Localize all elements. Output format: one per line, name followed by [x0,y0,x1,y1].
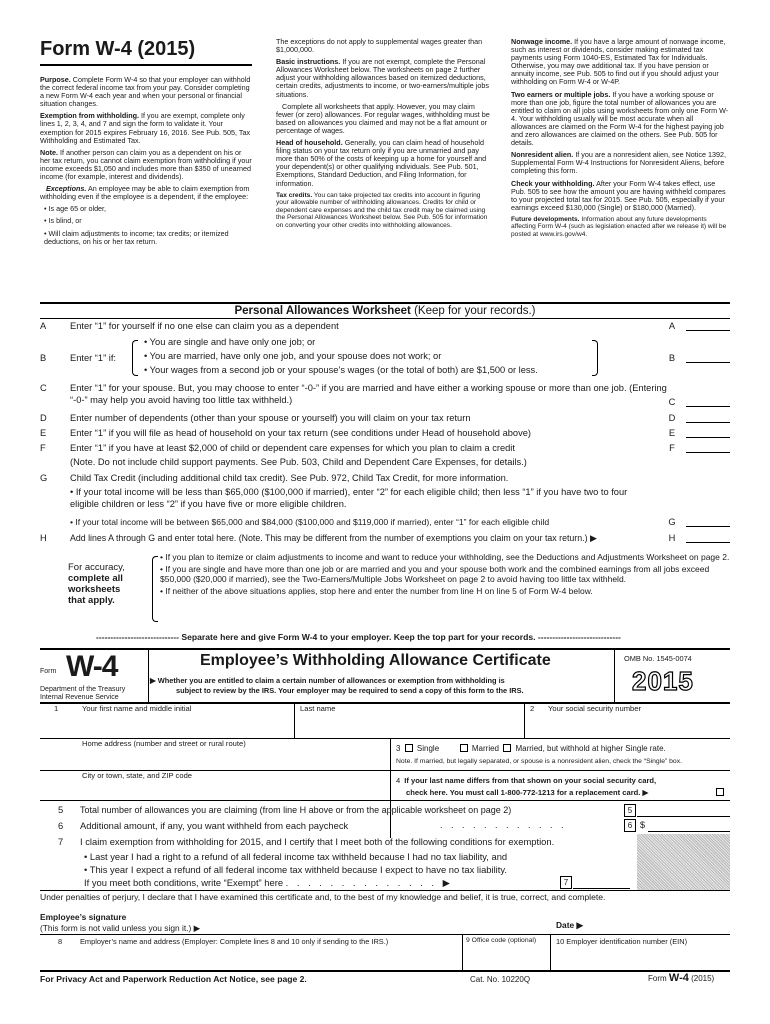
line-4-text-b: check here. You must call 1-800-772-1213 for a replacement card. ▶ [406,788,649,797]
name-differs-checkbox[interactable] [716,788,724,796]
line-letter: B [40,353,47,363]
form-number: W-4 [66,650,118,683]
ein-input[interactable] [556,946,728,968]
line-c-input[interactable] [686,396,730,407]
row8-divider-1 [462,934,463,970]
line-6-text: Additional amount, if any, you want withheld from each paycheck [80,820,349,831]
shaded-area [637,834,730,890]
exemption-heading: Exemption from withholding. [40,111,140,121]
credits-text: You can take projected tax credits into account in figuring your allowable number of withholding allowances. Credits for child or dependent care expenses and the child tax credit may be claimed using the Personal Allowances Worksheet below. See Pub. 505 for information on converting your other credits into withholding allowances. [276,191,488,229]
nonresident-text: If you are a nonresident alien, see Notice 1392, Supplemental Form W-4 Instructions for Nonresident Aliens, before completing this form. [511,150,726,176]
line-b-option-2: • You are married, have only one job, and your spouse does not work; or [144,351,442,361]
allowances-input[interactable] [637,804,730,817]
accuracy-line-3: worksheets [68,584,121,595]
line-7-bullet-1: • Last year I had a right to a refund of all federal income tax withheld because I had no tax liability, and [84,851,508,862]
row8-divider-2 [550,934,551,970]
line-letter: D [40,413,47,423]
line-7-bottom-rule [40,890,730,891]
hoh-heading: Head of household. [276,138,343,148]
exceptions-paragraph [40,185,252,201]
certificate-bottom-rule [40,970,730,972]
line-3-number: 3 [396,744,401,753]
city-label: City or town, state, and ZIP code [82,771,193,780]
line-d-input[interactable] [686,412,730,423]
date-label: Date ▶ [556,920,583,930]
first-name-input[interactable] [82,714,290,736]
line-7-condition [84,877,453,889]
line-b-input[interactable] [686,352,730,363]
line-4-number: 4 [396,776,401,785]
future-text: Information about any future developments affecting Form W-4 (such as legislation enacted after we release it) will be posted at www.irs.gov/w4. [511,215,727,239]
purpose-paragraph [40,76,252,108]
nonwage-text: If you have a large amount of nonwage income, such as interest or dividends, consider making estimated tax payments using Form 1040-ES, Estimated Tax for Individuals. Otherwise, you may owe additional tax. If you have pension or annuity income, see Pub. 505 to find out if you should adjust your withholding on Form W-4 or W-4P. [511,37,726,87]
omb-number: OMB No. 1545-0074 [624,654,692,663]
ssn-input[interactable] [530,714,726,736]
worksheet-line-b [40,336,730,380]
line-a-box-label: A [668,321,676,331]
line-c-text: Enter “1” for your spouse. But, you may choose to enter “-0-” if you are married and have either a working spouse or more than one job. (Entering “-0-” may help you avoid having too little tax withheld.) [70,383,667,405]
accuracy-line-2: complete all [68,573,123,584]
line-g-box-label: G [668,517,676,527]
line-f-input[interactable] [686,442,730,453]
two-earners-heading: Two earners or multiple jobs. [511,89,611,99]
line-b-box-label: B [668,353,676,363]
worksheet-line-e [40,427,730,441]
note-heading: Note. [40,147,58,157]
accuracy-line-4: that apply. [68,595,115,606]
worksheet-line-f [40,442,730,470]
line-7-exempt-prompt: If you meet both conditions, write “Exempt” here [84,877,284,888]
accuracy-line-1: For accuracy, [68,562,125,573]
accuracy-brace [152,556,158,622]
basic-heading: Basic instructions. [276,57,341,67]
certificate-subtitle-1: ▶ Whether you are entitled to claim a certain number of allowances or exemption from withholding is [150,676,505,685]
nonwage-heading: Nonwage income. [511,37,573,46]
header-divider-left [148,650,149,702]
exception-bullet-age: • Is age 65 or older, [44,204,107,214]
worksheet-title-note: (Keep for your records.) [410,305,536,317]
line-7-bullet-2: • This year I expect a refund of all federal income tax withheld because I expect to have no tax liability. [84,864,507,875]
line-7-number: 7 [58,836,64,847]
form-title: Form W-4 (2015) [40,38,252,66]
exemption-text: If you are exempt, complete only lines 1, 2, 3, 4, and 7 and sign the form to validate it. Your exemption for 2015 expires February 16, 2016. See Pub. 505, Tax Withholding and Estimated Tax. [40,111,251,145]
instructions-section [40,38,730,300]
certificate-top-rule [40,648,730,650]
nonwage-paragraph [511,38,730,87]
line-g-text: Child Tax Credit (including additional child tax credit). See Pub. 972, Child Tax Credit, for more information. [70,473,509,483]
irs-label: Internal Revenue Service [40,694,119,701]
line-7-leader: . . . . . . . . . . . . . . ▶ [285,877,453,888]
filing-status-note: Note. If married, but legally separated, or spouse is a nonresident alien, check the “Single” box. [396,758,683,765]
line-5-box-number: 5 [624,804,636,817]
line-6-dollar-sign: $ [640,820,646,830]
accuracy-bullet-itemize: • If you plan to itemize or claim adjustments to income and want to reduce your withholding, see the Deductions and Adjustments Worksheet on page 2. [160,552,730,562]
single-label: Single [416,744,440,753]
accuracy-instructions [160,552,730,598]
line-g-bullet-1: • If your total income will be less than $65,000 ($100,000 if married), enter “2” for each eligible child; then less “1” if you have two to four eligible children or less “2” if you have five or more eligible children. [70,487,628,509]
certificate-title: Employee’s Withholding Allowance Certificate [200,652,551,669]
line-letter: C [40,383,47,393]
exemption-paragraph [40,112,252,144]
city-input[interactable] [82,782,382,802]
married-checkbox[interactable] [460,744,468,752]
line-letter: E [40,428,47,438]
future-paragraph [511,216,730,239]
two-earners-text: If you have a working spouse or more than one job, figure the total number of allowances you are entitled to claim on all jobs using worksheets from only one Form W-4. Your withholding usually will be most accurate when all allowances are claimed on the Form W-4 for the highest paying job and zero allowances are claimed on the others. See Pub. 505 for details. [511,89,729,148]
check-withholding-text: After your Form W-4 takes effect, use Pub. 505 to see how the amount you are having withheld compares to your projected total tax for 2015. See Pub. 505, especially if your earnings exceed $130,000 (Single) or $180,000 (Married). [511,178,726,212]
office-code-label: 9 Office code (optional) [466,937,537,944]
row1-divider-1 [294,704,295,738]
check-withholding-heading: Check your withholding. [511,178,595,188]
line-b-lead: Enter “1” if: [70,353,116,363]
instructions-column-2 [276,38,490,234]
future-heading: Future developments. [511,215,580,223]
certificate-subtitle-2: subject to review by the IRS. Your employer may be required to send a copy of this form to the IRS. [176,686,524,695]
catalog-number: Cat. No. 10220Q [470,975,531,984]
line-h-input[interactable] [686,532,730,543]
first-name-label: Your first name and middle initial [82,704,192,713]
employer-name-label: Employer’s name and address (Employer: Complete lines 8 and 10 only if sending to the IRS.) [80,937,389,946]
two-earners-paragraph [511,91,730,148]
worksheet-line-g [40,472,730,530]
accuracy-bullet-neither: • If neither of the above situations applies, stop here and enter the number from line H on line 5 of Form W-4 below. [160,586,593,596]
line-5-text: Total number of allowances you are claiming (from line H above or from the applicable worksheet on page 2) [80,805,512,815]
employer-name-input[interactable] [80,946,458,968]
accuracy-note [68,562,148,606]
worksheet-line-a [40,320,730,334]
line-f-box-label: F [669,443,675,453]
basic-text: If you are not exempt, complete the Personal Allowances Worksheet below. The worksheets on page 2 further adjust your withholding allowances based on itemized deductions, certain credits, adjustments to income, or two-earners/multiple jobs situations. [276,57,489,99]
note-text: If another person can claim you as a dependent on his or her tax return, you cannot claim exemption from withholding if your income exceeds $1,050 and includes more than $350 of unearned income (for example, interest and dividends). [40,147,252,182]
exception-bullet-blind: • Is blind, or [44,216,82,226]
additional-amount-input[interactable] [648,819,730,832]
worksheet-line-h [40,532,730,546]
exceptions-heading: Exceptions. [46,184,87,194]
credits-heading: Tax credits. [276,191,313,199]
footer-form-number: W-4 [668,972,689,984]
line-4-condition: If your last name differs from that shown on your social security card, [404,776,657,785]
instructions-column-1 [40,38,252,250]
line-b-option-1: • You are single and have only one job; or [144,337,316,347]
line-letter: A [40,321,47,331]
instructions-column-3 [511,38,730,243]
line-7-text: I claim exemption from withholding for 2015, and I certify that I meet both of the following conditions for exemption. [80,836,555,847]
check-withholding-paragraph [511,180,730,212]
signature-label: Employee’s signature [40,912,127,922]
line-e-input[interactable] [686,427,730,438]
line-g-bullet-2: • If your total income will be between $65,000 and $84,000 ($100,000 and $119,000 if married), enter “1” for each eligible child [70,517,550,527]
line-d-box-label: D [668,413,676,423]
line-4-text-a [396,776,656,785]
married-label: Married [471,744,499,753]
line-6-box-number: 6 [624,819,636,832]
last-name-input[interactable] [300,714,520,736]
single-checkbox[interactable] [405,744,413,752]
line-letter: G [40,473,48,483]
line-5-number: 5 [58,804,64,815]
signature-note: (This form is not valid unless you sign it.) ▶ [40,923,201,933]
home-address-label: Home address (number and street or rural route) [82,739,246,748]
line-b-left-brace [132,340,138,376]
nonresident-paragraph [511,151,730,175]
footer-form-word: Form [648,974,667,983]
dept-treasury: Department of the Treasury [40,686,126,693]
footer-form-year: (2015) [691,974,715,983]
line-g-input[interactable] [686,516,730,527]
form-word: Form [40,668,57,675]
married-higher-rate-label: Married, but withhold at higher Single rate. [515,744,666,753]
perjury-statement: Under penalties of perjury, I declare that I have examined this certificate and, to the best of my knowledge and belief, it is true, correct, and complete. [40,892,606,902]
row2-divider [390,738,391,838]
basic-paragraph [276,58,490,98]
last-name-label: Last name [300,704,336,713]
line-1-number: 1 [54,704,59,713]
signature-bottom-rule [40,934,730,935]
line-e-box-label: E [668,428,676,438]
filing-status-row [396,744,666,753]
privacy-notice: For Privacy Act and Paperwork Reduction Act Notice, see page 2. [40,974,307,984]
line-d-text: Enter number of dependents (other than your spouse or yourself) you will claim on your tax return [70,413,471,423]
worksheet-title [40,302,730,319]
line-e-text: Enter “1” if you will file as head of household on your tax return (see conditions under Head of household above) [70,428,531,438]
line-6-leader: . . . . . . . . . . . . [440,820,567,830]
line-c-box-label: C [668,397,676,407]
line-2-number: 2 [530,704,535,713]
signature-input[interactable] [250,918,550,932]
exception-bullet-adjustments: • Will claim adjustments to income; tax credits; or itemized deductions, on his or her tax return. [44,228,229,246]
line-h-box-label: H [668,533,676,543]
line-6-number: 6 [58,820,64,831]
ssn-label: Your social security number [548,704,641,713]
accuracy-bullet-two-earners: • If you are single and have more than one job or are married and you and your spouse both work and the combined earnings from all jobs exceed $50,000 ($20,000 if married), see the Two-Earners/Multiple Jobs Worksheet on page 2 to avoid having too little tax withheld. [160,564,710,584]
worksheets-paragraph: Complete all worksheets that apply. However, you may claim fewer (or zero) allowances. For regular wages, withholding must be based on allowances you claimed and may not be a flat amount or percentage of wages. [276,101,490,135]
form-year: 2015 [632,666,694,696]
line-b-right-brace [592,340,598,376]
hoh-text: Generally, you can claim head of household filing status on your tax return only if you are unmarried and pay more than 50% of the costs of keeping up a home for yourself and your dependent(s) or other qualifying individuals. See Pub. 501, Exemptions, Standard Deduction, and Filing Information, for information. [276,138,487,188]
worksheet-title-bold: Personal Allowances Worksheet [234,305,411,317]
worksheet-line-d [40,412,730,426]
line-f-text: Enter “1” if you have at least $2,000 of child or dependent care expenses for which you plan to claim a credit [70,443,515,453]
exempt-input[interactable] [573,876,630,889]
line-7-box-number: 7 [560,876,572,889]
married-higher-rate-checkbox[interactable] [503,744,511,752]
header-divider-right [614,650,615,702]
ein-label: 10 Employer identification number (EIN) [556,937,688,946]
line-b-option-3: • Your wages from a second job or your spouse’s wages (or the total of both) are $1,500 or less. [144,365,538,375]
exceptions-text: An employee may be able to claim exemption from withholding even if the employee is a dependent, if the employee: [40,184,250,202]
hoh-paragraph [276,139,490,188]
purpose-text: Complete Form W-4 so that your employer can withhold the correct federal income tax from your pay. Consider completing a new Form W-4 each year and when your personal or financial situation changes. [40,75,251,109]
office-code-input[interactable] [466,946,546,968]
line-8-number: 8 [58,937,63,946]
note-paragraph [40,149,252,181]
footer-form-label [648,972,714,984]
credits-paragraph [276,192,490,230]
line-letter: F [40,443,46,453]
line-letter: H [40,533,47,543]
line-a-text: Enter “1” for yourself if no one else can claim you as a dependent [70,321,339,331]
home-address-input[interactable] [82,750,382,770]
line-h-text: Add lines A through G and enter total here. (Note. This may be different from the number of exemptions you claim on your tax return.) ▶ [70,533,597,543]
withholding-certificate [40,648,730,983]
line-a-input[interactable] [686,320,730,331]
purpose-heading: Purpose. [40,75,71,84]
worksheet-line-c [40,382,730,410]
nonresident-heading: Nonresident alien. [511,150,574,160]
row3-bottom-rule [40,800,730,801]
date-input[interactable] [596,918,730,932]
supplemental-wages-text: The exceptions do not apply to supplemental wages greater than $1,000,000. [276,37,483,55]
row1-divider-2 [524,704,525,738]
line-f-note: (Note. Do not include child support payments. See Pub. 503, Child and Dependent Care Expenses, for details.) [70,457,527,467]
separator-line: ----------------------------- Separate here and give Form W-4 to your employer. Keep the top part for your records. ----------------------------- [96,632,621,642]
